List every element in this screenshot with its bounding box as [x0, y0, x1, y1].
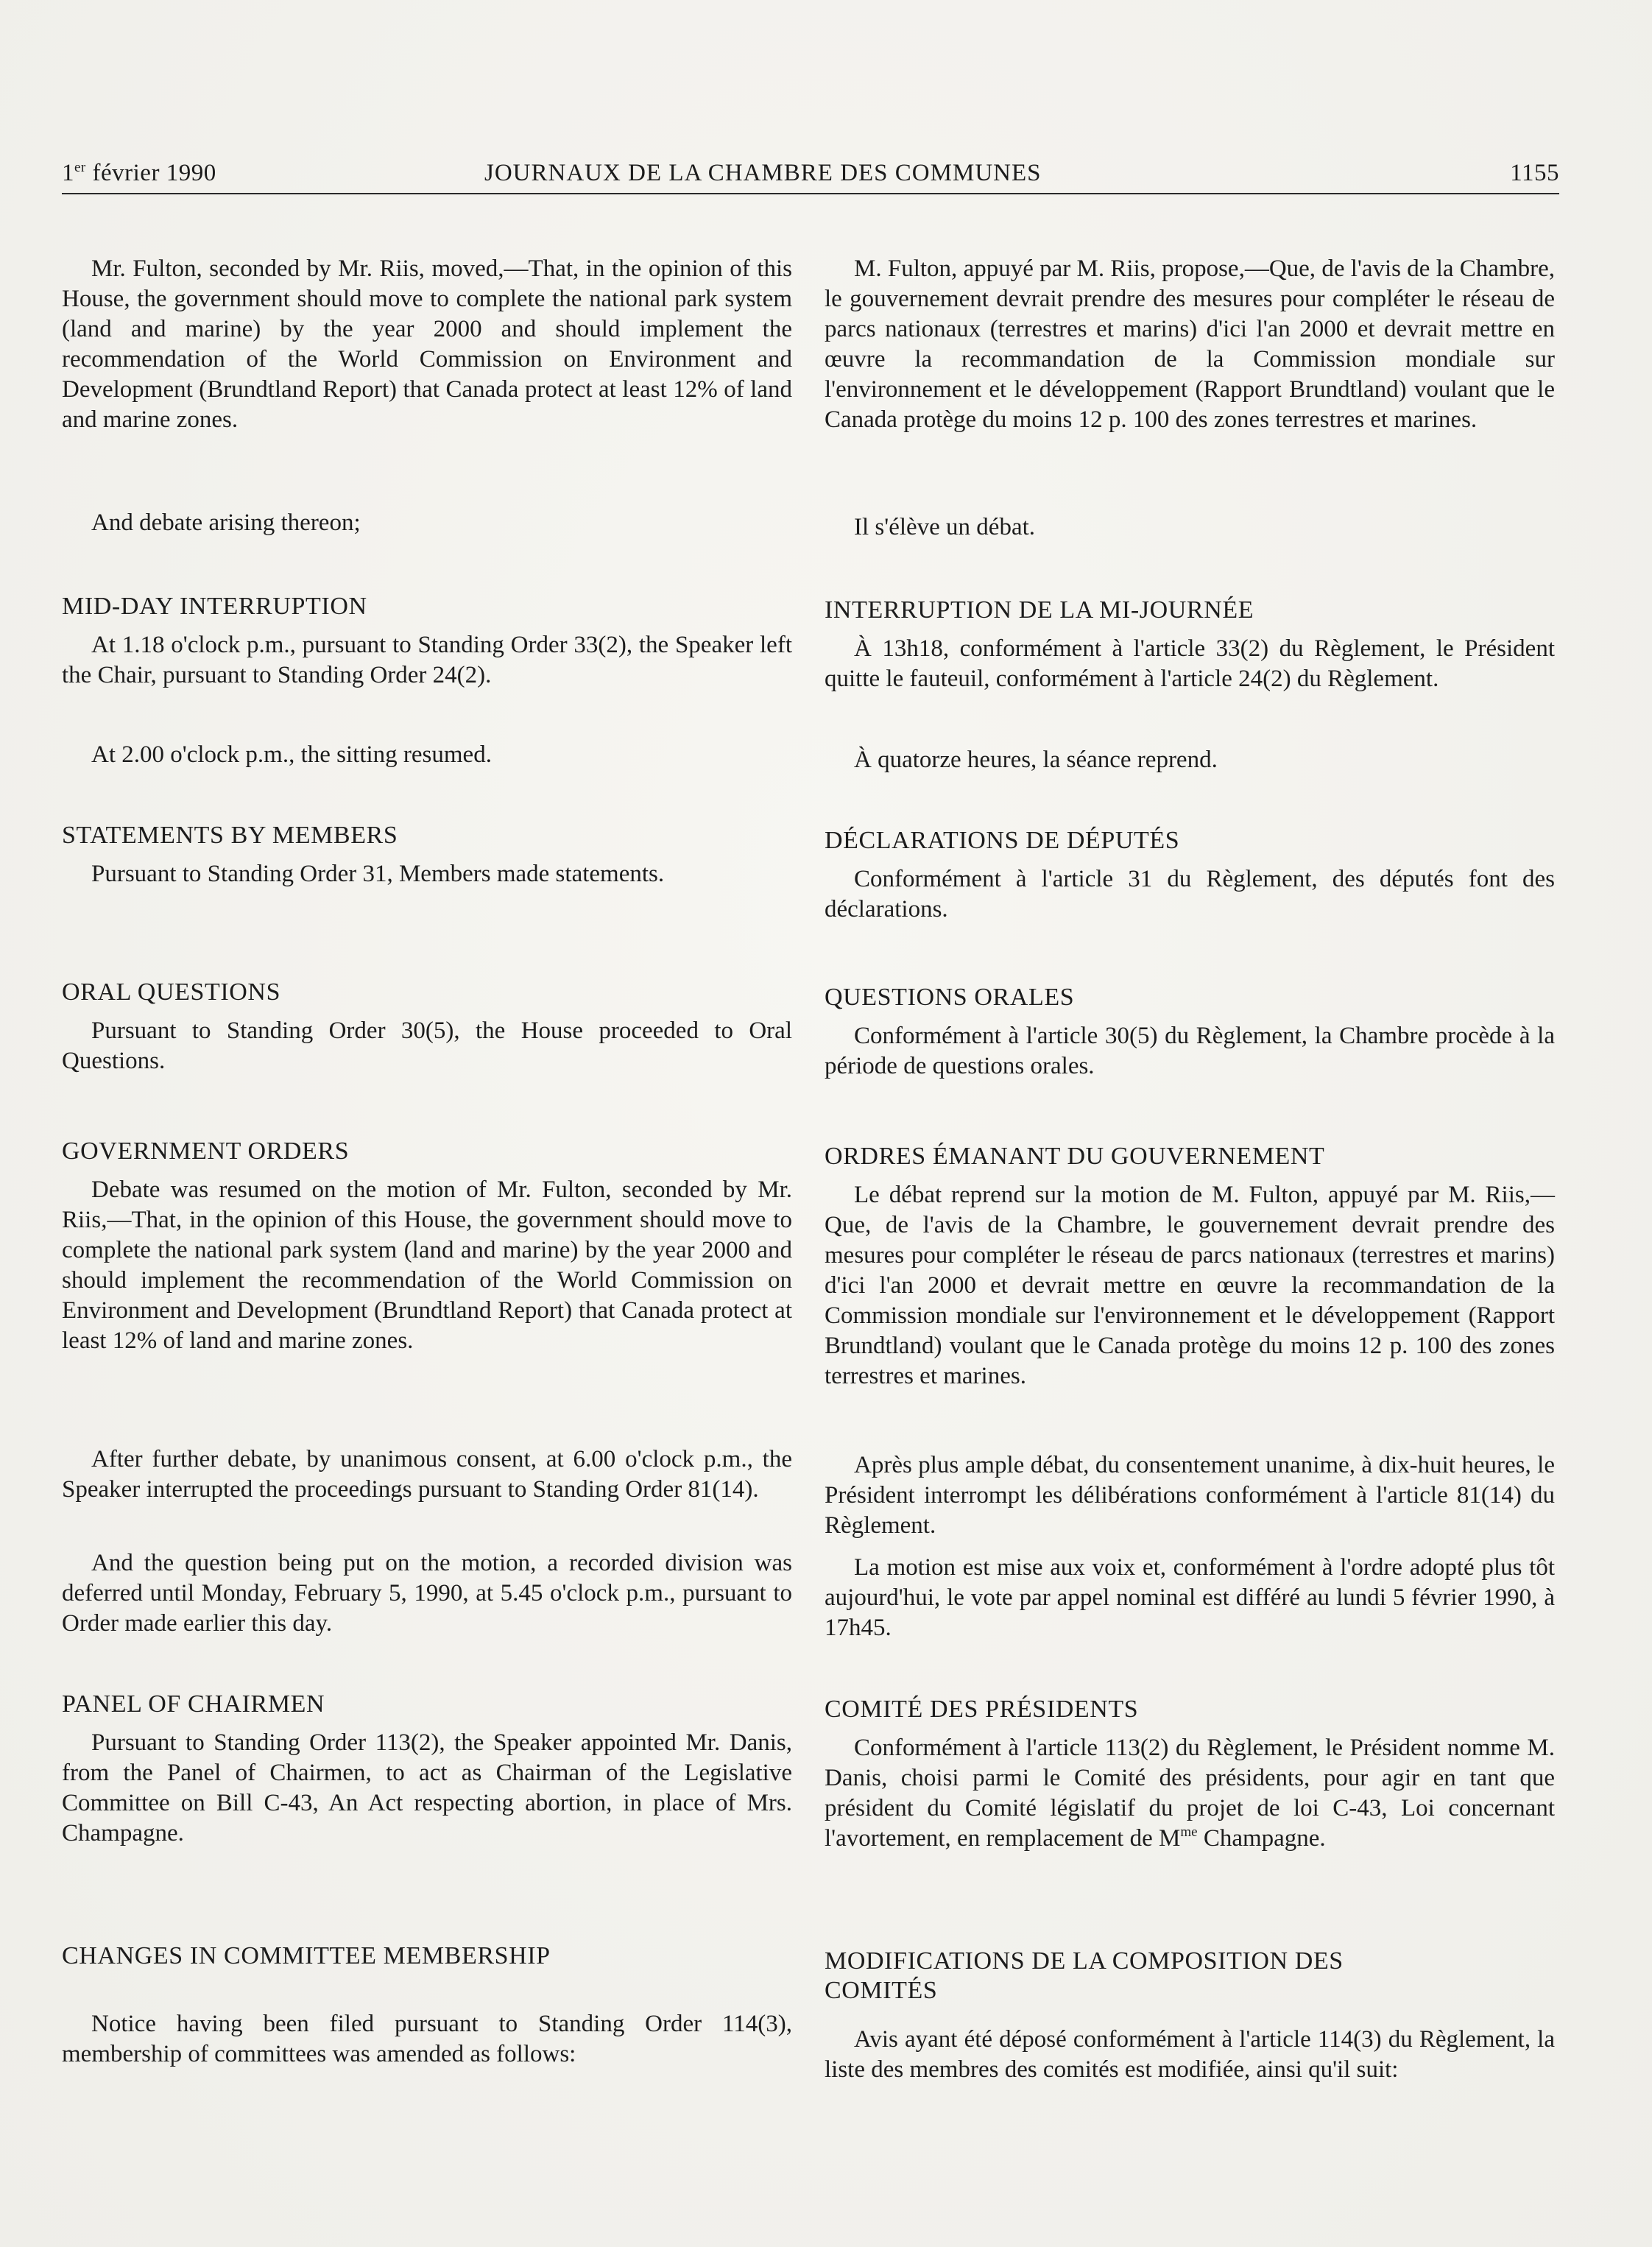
- section-heading-government-orders: ORDRES ÉMANANT DU GOUVERNEMENT: [825, 1143, 1325, 1170]
- page-number: 1155: [1510, 160, 1559, 186]
- midday-paragraph-1: At 1.18 o'clock p.m., pursuant to Standing Order 33(2), the Speaker left the Chair, pursuant to Standing Order 24(2).: [62, 632, 792, 688]
- section-heading-oral-questions: QUESTIONS ORALES: [825, 984, 1075, 1011]
- page-header: [62, 149, 1559, 194]
- section-heading-panel-of-chairmen: PANEL OF CHAIRMEN: [62, 1690, 325, 1718]
- header-title: JOURNAUX DE LA CHAMBRE DES COMMUNES: [484, 160, 1042, 186]
- debate-arising-text: Il s'élève un débat.: [854, 514, 1036, 540]
- header-date: [62, 160, 216, 187]
- government-orders-paragraph-2: After further debate, by unanimous consent, at 6.00 o'clock p.m., the Speaker interrupted the proceedings pursuant to Standing Order 81(14).: [62, 1446, 792, 1503]
- section-heading-midday: MID-DAY INTERRUPTION: [62, 593, 367, 620]
- panel-paragraph-end: Champagne.: [1197, 1825, 1326, 1852]
- debate-arising-text: And debate arising thereon;: [91, 509, 361, 536]
- panel-of-chairmen-paragraph: [825, 1733, 1555, 1854]
- section-heading-committee-changes: MODIFICATIONS DE LA COMPOSITION DES COMITÉS: [825, 1947, 1344, 2004]
- motion-paragraph: Mr. Fulton, seconded by Mr. Riis, moved,—That, in the opinion of this House, the government should move to complete the national park system (land and marine) by the year 2000 and should implement the recommendation of the World Commission on Environment and Development (Brundtland Report) that Canada protect at least 12% of land and marine zones.: [62, 255, 792, 433]
- motion-paragraph: M. Fulton, appuyé par M. Riis, propose,—Que, de l'avis de la Chambre, le gouvernement devrait prendre des mesures pour compléter le réseau de parcs nationaux (terrestres et marins) d'ici l'an 2000 et devrait mettre en œuvre la recommandation de la Commission mondiale sur l'environnement et le développement (Rapport Brundtland) voulant que le Canada protège du moins 12 p. 100 des zones terrestres et marines.: [825, 255, 1555, 433]
- government-orders-paragraph-1: Debate was resumed on the motion of Mr. Fulton, seconded by Mr. Riis,—That, in the opinion of this House, the government should move to complete the national park system (land and marine) by the year 2000 and should implement the recommendation of the World Commission on Environment and Development (Brundtland Report) that Canada protect at least 12% of land and marine zones.: [62, 1177, 792, 1354]
- panel-paragraph-text: Conformément à l'article 113(2) du Règlement, le Président nomme M. Danis, choisi parmi le Comité des présidents, pour agir en tant que président du Comité législatif du projet de loi C-43, Loi concernant l'avortement, en remplacement de M: [825, 1735, 1555, 1852]
- committee-changes-paragraph: Notice having been filed pursuant to Standing Order 114(3), membership of committees was amended as follows:: [62, 2011, 792, 2067]
- government-orders-paragraph-3: La motion est mise aux voix et, conformément à l'ordre adopté plus tôt aujourd'hui, le vote par appel nominal est différé au lundi 5 février 1990, à 17h45.: [825, 1554, 1555, 1641]
- section-heading-oral-questions: ORAL QUESTIONS: [62, 978, 281, 1006]
- oral-questions-paragraph: Conformément à l'article 30(5) du Règlement, la Chambre procède à la période de questions orales.: [825, 1023, 1555, 1079]
- section-heading-statements: DÉCLARATIONS DE DÉPUTÉS: [825, 827, 1180, 854]
- committee-changes-paragraph: Avis ayant été déposé conformément à l'article 114(3) du Règlement, la liste des membres des comités est modifiée, ainsi qu'il suit:: [825, 2026, 1555, 2083]
- government-orders-paragraph-1: Le débat reprend sur la motion de M. Fulton, appuyé par M. Riis,—Que, de l'avis de la Chambre, le gouvernement devrait prendre des mesures pour compléter le réseau de parcs nationaux (terrestres et marins) d'ici l'an 2000 et devrait mettre en œuvre la recommandation de la Commission mondiale sur l'environnement et le développement (Rapport Brundtland) voulant que le Canada protège du moins 12 p. 100 des zones terrestres et marines.: [825, 1182, 1555, 1389]
- government-orders-paragraph-3: And the question being put on the motion, a recorded division was deferred until Monday, February 5, 1990, at 5.45 o'clock p.m., pursuant to Order made earlier this day.: [62, 1550, 792, 1637]
- midday-paragraph-1: À 13h18, conformément à l'article 33(2) du Règlement, le Président quitte le fauteuil, conformément à l'article 24(2) du Règlement.: [825, 635, 1555, 692]
- section-heading-panel-of-chairmen: COMITÉ DES PRÉSIDENTS: [825, 1696, 1139, 1723]
- panel-of-chairmen-paragraph: Pursuant to Standing Order 113(2), the Speaker appointed Mr. Danis, from the Panel of Chairmen, to act as Chairman of the Legislative Committee on Bill C-43, An Act respecting abortion, in place of Mrs. Champagne.: [62, 1729, 792, 1846]
- header-date-month-year: février 1990: [85, 160, 216, 186]
- section-heading-statements: STATEMENTS BY MEMBERS: [62, 822, 398, 849]
- section-heading-committee-changes: CHANGES IN COMMITTEE MEMBERSHIP: [62, 1942, 551, 1969]
- government-orders-paragraph-2: Après plus ample débat, du consentement unanime, à dix-huit heures, le Président interrompt les délibérations conformément à l'article 81(14) du Règlement.: [825, 1452, 1555, 1539]
- statements-paragraph: Conformément à l'article 31 du Règlement, des députés font des déclarations.: [825, 866, 1555, 923]
- section-heading-government-orders: GOVERNMENT ORDERS: [62, 1137, 350, 1165]
- header-date-ordinal: er: [74, 160, 86, 175]
- header-date-day: 1: [62, 160, 74, 186]
- midday-paragraph-2: À quatorze heures, la séance reprend.: [854, 747, 1218, 773]
- section-heading-midday: INTERRUPTION DE LA MI-JOURNÉE: [825, 596, 1254, 624]
- statements-paragraph: Pursuant to Standing Order 31, Members made statements.: [91, 861, 665, 887]
- panel-paragraph-title-superscript: me: [1180, 1824, 1198, 1840]
- oral-questions-paragraph: Pursuant to Standing Order 30(5), the House proceeded to Oral Questions.: [62, 1017, 792, 1074]
- midday-paragraph-2: At 2.00 o'clock p.m., the sitting resumed.: [91, 741, 492, 768]
